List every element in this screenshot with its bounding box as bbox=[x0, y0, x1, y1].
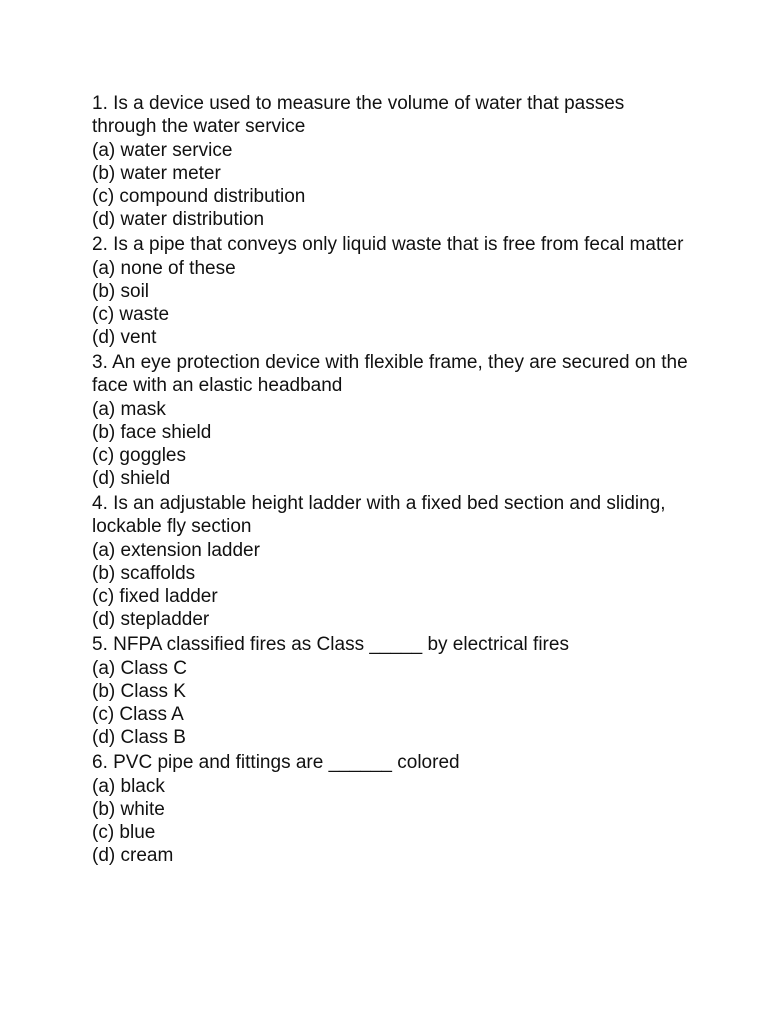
option-c: (c) blue bbox=[92, 822, 156, 843]
question-stem: 6. PVC pipe and fittings are ______ colored bbox=[92, 752, 460, 773]
option-a: (a) none of these bbox=[92, 258, 236, 279]
option-d: (d) cream bbox=[92, 845, 174, 866]
question-6 bbox=[92, 751, 692, 867]
document-page bbox=[92, 92, 692, 869]
option-b: (b) water meter bbox=[92, 163, 221, 184]
option-d: (d) shield bbox=[92, 468, 171, 489]
option-d: (d) stepladder bbox=[92, 609, 210, 630]
option-d: (d) Class B bbox=[92, 727, 186, 748]
option-c: (c) goggles bbox=[92, 445, 186, 466]
question-stem: 2. Is a pipe that conveys only liquid waste that is free from fecal matter bbox=[92, 234, 684, 255]
option-b: (b) Class K bbox=[92, 681, 186, 702]
option-b: (b) face shield bbox=[92, 422, 212, 443]
option-b: (b) scaffolds bbox=[92, 563, 196, 584]
question-stem: 4. Is an adjustable height ladder with a fixed bed section and sliding, lockable fly section bbox=[92, 493, 666, 537]
option-d: (d) water distribution bbox=[92, 209, 265, 230]
question-stem: 1. Is a device used to measure the volume of water that passes through the water service bbox=[92, 93, 625, 137]
option-c: (c) waste bbox=[92, 304, 170, 325]
option-c: (c) compound distribution bbox=[92, 186, 306, 207]
question-stem: 5. NFPA classified fires as Class _____ by electrical fires bbox=[92, 634, 569, 655]
question-1 bbox=[92, 92, 692, 231]
question-2 bbox=[92, 233, 692, 349]
option-a: (a) Class C bbox=[92, 658, 188, 679]
option-b: (b) white bbox=[92, 799, 165, 820]
question-5 bbox=[92, 633, 692, 749]
option-c: (c) fixed ladder bbox=[92, 586, 218, 607]
option-b: (b) soil bbox=[92, 281, 150, 302]
option-a: (a) black bbox=[92, 776, 165, 797]
option-a: (a) mask bbox=[92, 399, 166, 420]
question-3 bbox=[92, 351, 692, 490]
option-d: (d) vent bbox=[92, 327, 157, 348]
option-a: (a) extension ladder bbox=[92, 540, 260, 561]
question-4 bbox=[92, 492, 692, 631]
option-a: (a) water service bbox=[92, 140, 233, 161]
option-c: (c) Class A bbox=[92, 704, 184, 725]
question-stem: 3. An eye protection device with flexible frame, they are secured on the face with an elastic headband bbox=[92, 352, 688, 396]
